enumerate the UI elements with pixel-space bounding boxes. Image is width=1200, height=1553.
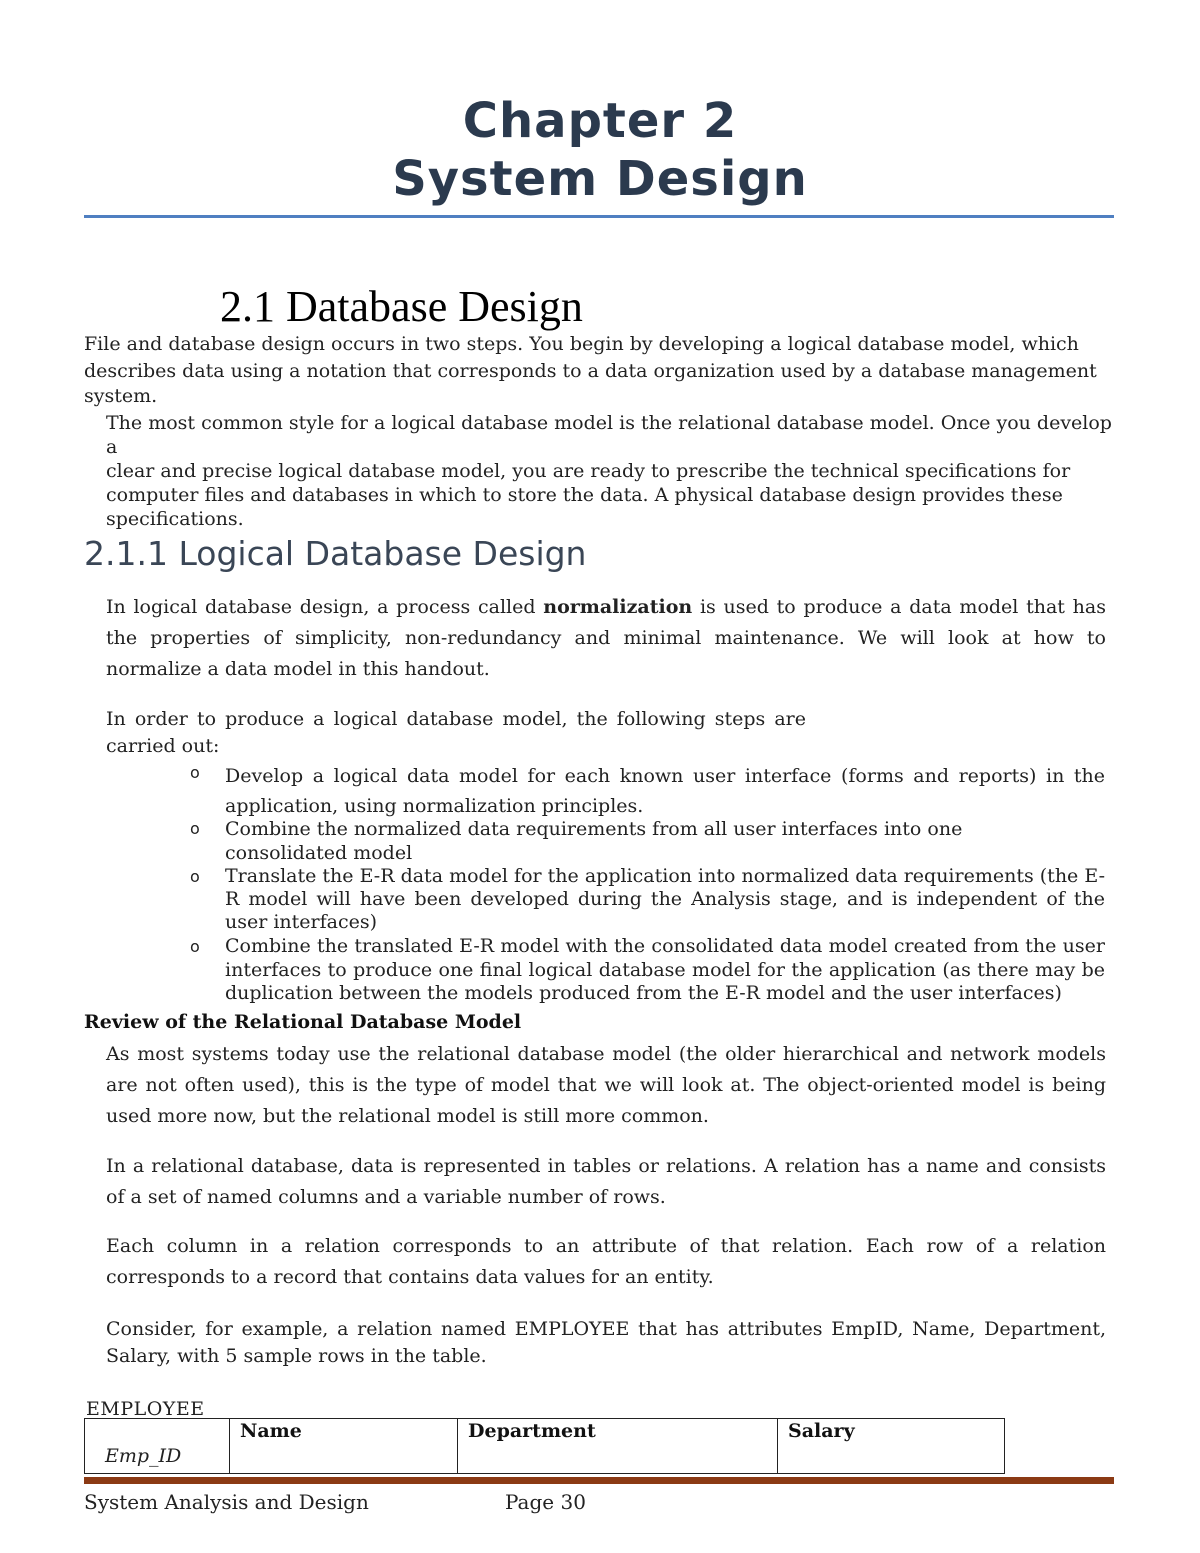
list-item xyxy=(190,761,1110,817)
employee-table xyxy=(84,1418,1005,1474)
table-cell xyxy=(458,1419,778,1474)
bullet-marker: o xyxy=(190,867,200,886)
paragraph-columns-rows: Each column in a relation corresponds to an attribute of that relation. Each row of a relation corresponds to a record that contains data values for an entity. xyxy=(106,1235,1106,1288)
table-cell xyxy=(85,1419,230,1474)
text-line: system. xyxy=(84,385,158,407)
text-line: specifications. xyxy=(106,508,244,530)
term-normalization: normalization xyxy=(543,596,693,618)
column-header-department: Department xyxy=(468,1420,596,1442)
bullet-marker: o xyxy=(190,819,200,838)
list-item xyxy=(190,817,1110,865)
section-heading-logical-design: 2.1.1 Logical Database Design xyxy=(84,534,587,573)
chapter-number: Chapter 2 xyxy=(462,93,738,149)
bullet-marker: o xyxy=(190,937,200,956)
paragraph-two-steps xyxy=(84,332,1114,406)
paragraph-relational-usage: As most systems today use the relational database model (the older hierarchical and network models are not often used), this is the type of model that we will look at. The object-oriented model is being used more now, but the relational model is still more common. xyxy=(106,1043,1106,1127)
text-line: describes data using a notation that corresponds to a data organization used by a database management xyxy=(84,360,1097,382)
paragraph-normalization xyxy=(106,592,1106,685)
footer-book-title: System Analysis and Design xyxy=(84,1490,369,1514)
subheading-relational-model: Review of the Relational Database Model xyxy=(84,1011,522,1033)
column-header-name: Name xyxy=(240,1420,302,1442)
list-item-text: Develop a logical data model for each known user interface (forms and reports) in the application, using normalization principles. xyxy=(225,765,1105,817)
text-run: In logical database design, a process called xyxy=(106,596,544,618)
list-item-text: Combine the normalized data requirements from all user interfaces into one consolidated model xyxy=(225,818,963,864)
list-item-text: Translate the E-R data model for the application into normalized data requirements (the E-R model will have been developed during the Analysis stage, and is independent of the user interfaces) xyxy=(225,865,1105,933)
table-cell xyxy=(230,1419,458,1474)
text-line: File and database design occurs in two steps. You begin by developing a logical database model, which xyxy=(84,333,1079,355)
title-divider xyxy=(84,215,1114,218)
chapter-name: System Design xyxy=(392,151,808,207)
text-line: In order to produce a logical database model, the following steps are xyxy=(106,708,806,730)
list-item xyxy=(190,865,1110,935)
footer-page-number: Page 30 xyxy=(505,1490,586,1514)
table-cell xyxy=(778,1419,1005,1474)
table-caption: EMPLOYEE xyxy=(86,1398,205,1420)
list-item xyxy=(190,935,1110,1007)
text-line: The most common style for a logical database model is the relational database model. Once you develop a xyxy=(106,412,1112,458)
table-header-row xyxy=(85,1419,1005,1474)
column-header-salary: Salary xyxy=(788,1420,855,1442)
chapter-title xyxy=(0,92,1200,208)
text-run: is used to produce a data model that has the properties of simplicity, non-redundancy and minimal maintenance. We will look at how to normalize a data model in this handout. xyxy=(106,596,1106,680)
paragraph-relations: In a relational database, data is represented in tables or relations. A relation has a name and consists of a set of named columns and a variable number of rows. xyxy=(106,1155,1106,1208)
footer-divider xyxy=(84,1477,1114,1484)
bullet-marker: o xyxy=(190,763,200,782)
text-line: clear and precise logical database model, you are ready to prescribe the technical specifications for xyxy=(106,460,1071,482)
text-line: computer files and databases in which to store the data. A physical database design provides these xyxy=(106,484,1063,506)
steps-list xyxy=(190,761,1110,1007)
list-item-text: Combine the translated E-R model with the consolidated data model created from the user interfaces to produce one final logical database model for the application (as there may be duplication between the models produced from the E-R model and the user interfaces) xyxy=(225,935,1105,1004)
column-header-emp-id: Emp_ID xyxy=(105,1445,182,1467)
paragraph-steps-intro xyxy=(106,707,1106,758)
paragraph-relational-style xyxy=(106,411,1116,531)
paragraph-employee-example: Consider, for example, a relation named EMPLOYEE that has attributes EmpID, Name, Department, Salary, with 5 sample rows in the table. xyxy=(106,1318,1106,1367)
text-line: carried out: xyxy=(106,735,220,757)
section-heading-database-design: 2.1 Database Design xyxy=(220,282,583,331)
